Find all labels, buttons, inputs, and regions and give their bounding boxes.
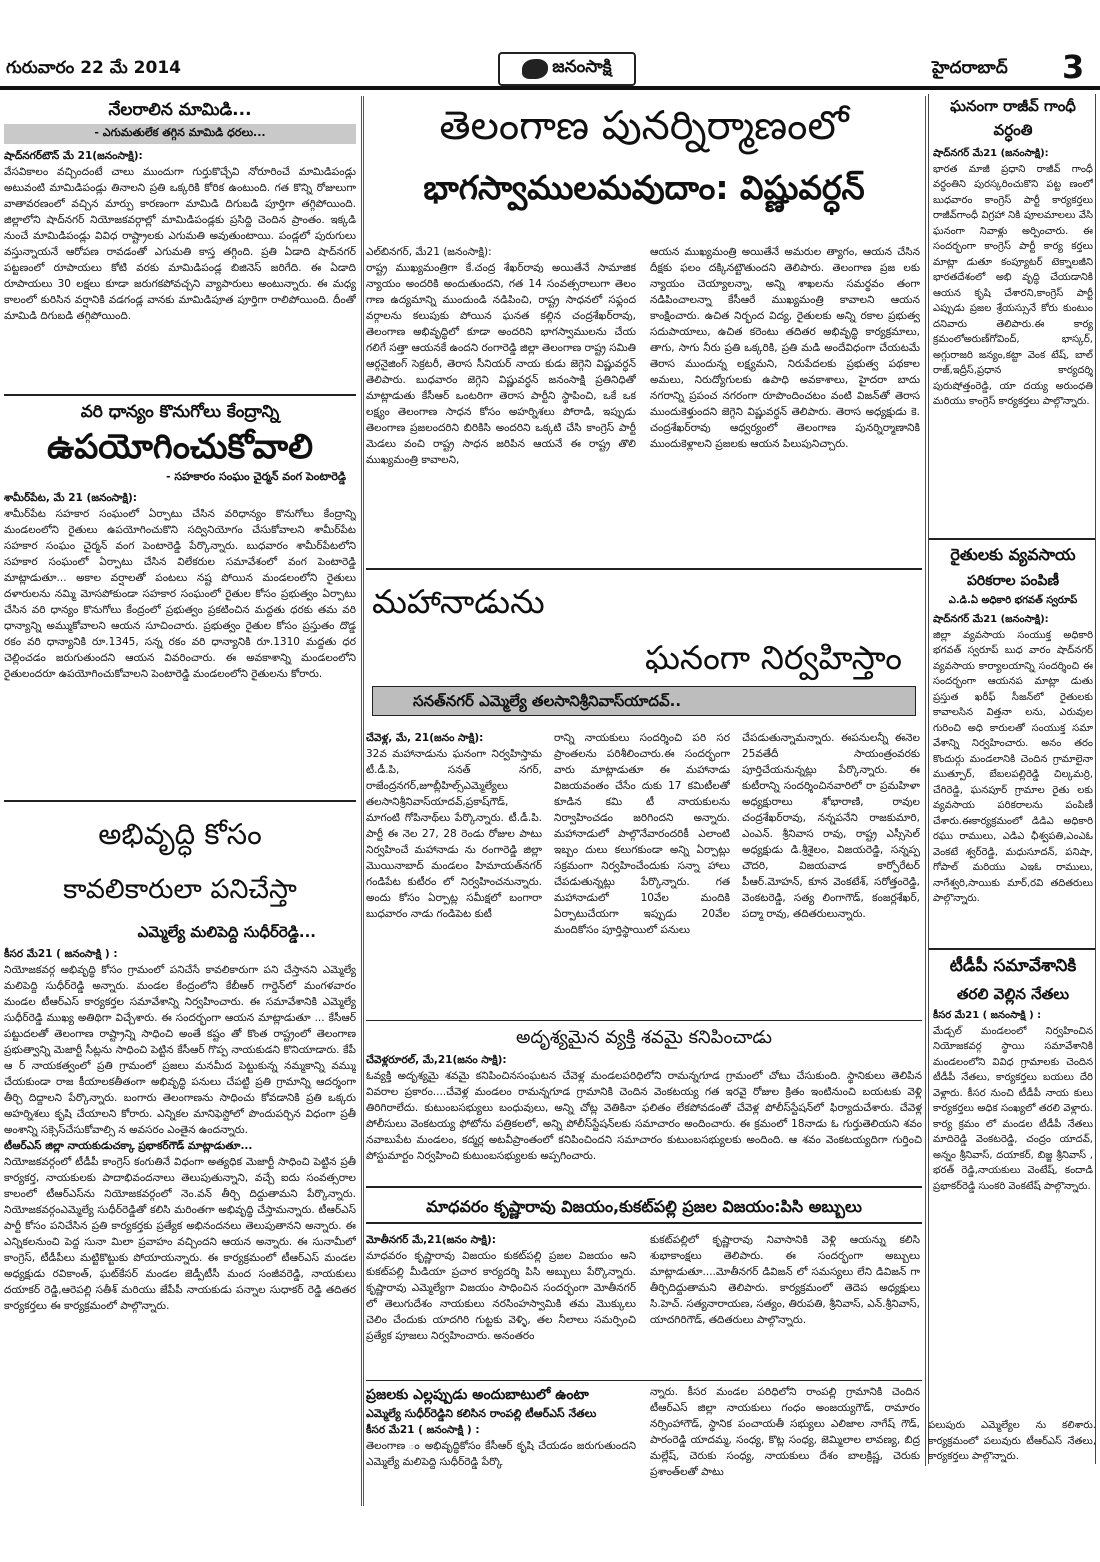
story-headline-line1: టీడీపీ సమావేశానికి xyxy=(949,956,1077,976)
story-col-2: ఆయన ముఖ్యమంత్రి అయితేనే అమరుల త్యాగం, ఆయన చేసిన దీక్షకు ఫలం దక్కినట్టౌతుందని తెలిపారు. తెలంగాణ ప్రజ లకు న్యాయం చెయ్యాలన్నా, అన్ని శాఖలను సమర్థవం తంగా నడిపించాలన్నా కేసీఆరే ముఖ్యమంత్రి కావాలని ఆయన కాంక్షించారు. ఉచిత నిర్భంద విద్య, రైతులకు అన్ని రకాల ప్రభుత్వ సదుపాయాలు, ఉచిత కరెంటు తదితర అభివృద్ధి కార్యక్రమాలు, తాగు, సాగు నీరు ప్రతి ఒక్కరికి, ప్రతి మడి అందేవిధంగా చేయటమే తెరాస ముందున్న లక్ష్యమని, నిరుపేదలకు ప్రభుత్వ పథకాల అమలు, నిరుద్యోగులకు ఉపాధి అవకాశాలు, హైదరా బాదు నగరాన్ని ప్రపంచ నగరంగా రూపొందించటం వంటి విజన్‌తో తెరాస ముందుకెళ్తుందని జెగ్గెని విష్ణువర్ధన్ తెలిపారు. తెరాస అధ్యక్షుడు కె. చంద్రశేఖర్‌రావు ఆధ్వర్యంలో తెలంగాణ పునర్నిర్మాణానికి ముందుకెళ్లాలని ప్రజలకు ఆయన పిలుపునిచ్చారు. xyxy=(650,246,920,450)
story-body xyxy=(4,946,356,1314)
story-headline-line1: రైతులకు వ్యవసాయ xyxy=(950,545,1076,564)
story-missing-person xyxy=(366,1024,922,1182)
story-tdp-meeting xyxy=(933,952,1093,1464)
story-col-2: న్నారు. కీసర మండల పరిధిలోని రాంపల్లి గ్రామానికి చెందిన టీఆర్ఎస్ జిల్లా నాయకులు గంధం అంజయ్యగౌడ్, రామారం నర్సింహాగౌడ్, స్థానిక పంచాయతీ సభ్యులు ఎలిజాల నాగేష్ గౌడ్, పారంరెడ్డి యాదమ్మ, సంధ్య, కొట్ల సంధ్య, జెమ్మిలాల లావణ్య, బిద్ర మల్లేష్, చెరుకు సంధ్య, నాయకులు దేశం బాలక్రిష్ణ, చెరుకు ప్రశాంత్‌లతో పాటు xyxy=(650,1386,920,1478)
story-divider xyxy=(929,948,1095,950)
story-text: నియోజకవర్గ అభివృద్ధి కోసం గ్రామంలో పనిచేసే కావలికారుగా పని చేస్తానని ఎమ్మెల్యే మలిపెద్ది సుధీర్‌రెడ్డి అన్నారు. మండల కేంద్రంలోని కేబీఆర్ గార్డెన్‌లో మంగళవారం మండల టీఆర్ఎస్ కార్యకర్తల సమావేశాన్ని నిర్వహించారు. ఈ సమావేశానికి ఎమ్మెల్యే సుధీర్‌రెడ్డి ముఖ్య అతిథిగా విచ్చేశారు. ఈ సందర్భంగా ఆయన మాట్లాడుతూ ... కేసీఆర్ పట్టుదలతో తెలంగాణ రాష్ట్రాన్ని సాధించి అంతే కష్టం తో కొంత రాష్ట్రంలో తెలంగాణ ప్రభుత్వాన్ని మెజార్టీ సీట్లను సాధించి పెట్టిన కేసీఆర్ గొప్ప నాయకుడని కొనియాడారు. కేపీ ఆ ర్ నాయకత్వంలో ప్రతి గ్రామంలో ప్రజలు మనమీద పెట్టుకున్న నమ్మకాన్ని వమ్ము చేయకుండా రాజ కీయాలకతీతంగా అభివృద్ధి పనులు చేపట్టి ప్రతి గ్రామాన్ని ఆదర్శంగా తీర్చి దిద్దాలని పేర్కొన్నారు. బంగారు తెలంగాణను సాధించు కోవడానికి ప్రతి ఒక్కరు అహర్నిశలు కృషి చేయాలని కోరారు. ఎన్నికల మానిఫెస్టోలో పొందుపర్చిన విధంగా ప్రతీ అంశాన్ని సక్సెస్‌చేసుకోవాల్సి న అవసరం ఎంతైన ఉందన్నారు. xyxy=(4,964,356,1136)
story-text: మేడ్చల్ మండలంలో నిర్వహించిన నియోజకవర్గ స్థాయి సమావేశానికి మండలంలోని వివిధ గ్రామాలకు చెందిన టీడీపీ నేతలు, కార్యకర్తలు బయలు దేరి వెళ్లారు. కీసర నుంచి టీడీపీ నాయ కులు కార్యకర్తలు అధిక సంఖ్యలో తరలి వెళ్లారు. కార్య క్రమం లో మండల టీడీపీ నేతలు మాదిరెడ్డి వెంకటరెడ్డి, చంద్రం యాదవ్, అన్నం శ్రీనివాస్, దయాకర్, బిజ్జ శ్రీనివాస్ , భరత్ రెడ్డి,నాయకులు వెంటేష్, కందాడి ప్రభాకర్‌రెడ్డి సుంకరి వెంకటేష్ పాల్గొన్నారు. xyxy=(933,1025,1093,1192)
story-rampalli-continuation: పలుపురు ఎమ్మెల్యేల ను కలిశారు. కార్యక్రమంలో పలువురు టీఆర్ఎస్ నేతలు, కార్యకర్తలు పాల్గొన్నారు. xyxy=(928,1420,1096,1462)
story-text: జిల్లా వ్యవసాయ సంయుక్త అధికారి భగవత్ స్వరూప్ బుధ వారం షాద్‌నగర్ వ్యవసాయ కార్యాలయాన్ని సందర్శించి ఈ సందర్భంగా ఆయనప మాట్లా డుతు ప్రస్తుత ఖరీఫ్ సీజన్‌లో రైతులకు కావాలసిన విత్తనా లను, ఎరువుల గురించి అధి కారులతో సంయుక్త సమా వేశాన్ని నిర్వహించారు. అనం తరం కొందుర్గు మండలానికి చెందిన గ్రామాలైనా ముత్పూర్, బేబలపల్లిరెడ్డి చిల్కమర్రి, చేగిరెడ్డి, ఘనపూర్ గ్రామాల రైతు లకు వ్యవసాయ పరికరాలను పంపిణీ చేశారు.ఈకార్యక్రమంలో డిడిఎ అధికారి రఘు రాములు, ఎడిఎ ఛీశ్వపతి,ఎంఎఓ వెంకటే శ్వర్‌రెడ్డి, మధుసూదన్, పనిషా, గోపాల్ మరియు ఎఇఓ రాములు, నాగేశ్వరి,సాయికు మార్,రవి తదితరులు పాల్గొన్నారు. xyxy=(933,629,1093,904)
story-headline-line2: భాగస్వాములమవుదాం: విష్ణువర్ధన్ xyxy=(423,168,865,207)
story-dateline: కీసర మే21 ( జనంసాక్షి ) : xyxy=(4,948,118,960)
story-text-2: నియోజకవర్గంలో టీడీపీ కాంగ్రెస్ కంగుతినే విధంగా అత్యధిక మెజార్టీ సాధించి పెట్టిన ప్రతీ కార్యకర్త, నాయకులకు పాదాభివందనాలు తెలుపుతున్నాని, వచ్చే ఐదు సంవత్సరాల కాలంలో టీఆర్ఎస్‌ను నియోజకవర్గంలో నెం.వన్ తీర్చి దిద్దుతామని పేర్కొన్నారు. నియోజకవర్గంఎమ్మెల్యే సుధీర్‌రెడ్డితో కలిసి మరింతగా అభివృద్ధి చేస్తామన్నారు. టీఆర్ఎస్ పార్టీ కోసం పనిచేసిన ప్రతి కార్యకర్తకు ప్రత్యేక అభినందనలు తెలుపుతానని అన్నారు. ఈ ఎన్నికలనుంచి పెద్ద సునా మిలా ప్రవాహం వచ్చిందని ఆయన అన్నారు. ఈ సునామీలో కాంగ్రెస్, టీడీపీలు మట్టికొట్టుకు పోయాయన్నారు. ఈ కార్యక్రమంలో టీఆర్ఎస్ మండల అధ్యక్షుడు రవికాంత్, ఘట్‌కేసర్ మండల జెడ్పీటీసీ మంద సంజీవరెడ్డి, నాయకులు దయాకర్ రెడ్డి,ఆరెపల్లి సతీశ్ మరియు జేపీపీ నాయకుడు పన్నాల సుధాకర్ రెడ్డి తదితర కార్యకర్తలు ఈ కార్యక్రమంలో పాల్గొన్నారు. xyxy=(4,1156,356,1312)
story-text: మాధవరం కృష్ణారావు విజయం కుకట్‌పల్లి ప్రజల విజయం అని కుకట్‌పల్లి మీడియా ప్రచార కార్యదర్శి పిసి అబ్బులు పేర్కొన్నారు. కృష్ణారావు ఎమ్మెల్యేగా విజయం సాధించిన సందర్భంగా మోతీనగర్ లో తెలుగుదేశం నాయకులు నరసింహస్వామికి తమ మొక్కులు చెలిం చేందుకు యాదగిరి గుట్టకు వెళ్ళి, తల నీలాలు సమర్పించి ప్రత్యేక పూజలు నిర్వహించారు. అనంతరం xyxy=(366,1250,636,1342)
story-headline-line1: మహానాడును xyxy=(372,582,545,621)
story-dateline: మోతీనగర్ మే,21(జనం సాక్షి): xyxy=(366,1234,496,1246)
story-byline: ఎ.డి.ఏ అధికారి భగవత్ స్వరూప్ xyxy=(948,595,1078,606)
story-headline-line2: తరలి వెల్లిన నేతలు xyxy=(956,985,1070,1003)
story-body xyxy=(4,148,356,324)
story-text: 32వ మహానాడును ఘనంగా నిర్వహిస్తామ టీ.డీ.పి, సనత్ నగర్, రాజేంద్రనగర్,జూబ్లీహిల్స్ఎమ్మెల్యేలు తలసానిశ్రీనివాస్‌యాదవ్,ప్రకాష్‌గౌడ్, మాగంటి గోపినాథ్‌లు పేర్కొన్నారు. టీ.డీ.పి. పార్టీ ఈ నెల 27, 28 రెండు రోజుల పాటు నిర్వహించే మహానాడు ను రంగారెడ్డి జిల్లా మొయినాబాద్ మండలం హిమాయత్‌నగర్ గండిపేట కుటీరం లో నిర్వహించనున్నారు. అందు కోసం ఏర్పాట్ల సమీక్షలో బంగారా బుధవారం నాడు గండిపెట కుటీ xyxy=(366,748,542,920)
masthead xyxy=(0,0,1100,92)
page-number: 3 xyxy=(1062,48,1085,86)
column-divider xyxy=(361,96,362,1506)
masthead-rule xyxy=(0,86,1100,90)
story-subheadline: సనత్‌నగర్ ఎమ్మెల్యే తలసానిశ్రీనివాస్‌యాదవ్.. xyxy=(372,686,916,716)
story-body xyxy=(933,1008,1093,1194)
story-divider xyxy=(4,800,356,802)
logo-text: జనంసాక్షి xyxy=(552,57,612,77)
story-rajiv-gandhi xyxy=(933,94,1093,536)
newspaper-logo xyxy=(498,52,636,86)
story-byline: - సహకారం సంఘం చైర్మన్ వంగ పెంటారెడ్డి xyxy=(166,470,346,483)
story-col-2: కుకట్‌పల్లిలో కృష్ణారావు నివాసానికి వెళ్లి ఆయన్ను కలిసి శుభాకాంక్షలు తెలిపారు. ఈ సందర్భంగా అబ్బులు మాట్లాడుతూ....మోతీనగర్ డివిజన్ లో సమస్యలు లేని డివిజన్ గా తీర్చిదిద్దుతామని తెలిపారు. కార్యక్రమంలో తెదెప అధ్యక్షులు సి.హెచ్. సత్యనారాయణ, సత్యం, తిరుపతి, శ్రీనివాస్, ఎన్.శ్రీనివాస్, యాదగిరిగౌడ్, తదితరులు పాల్గొన్నారు. xyxy=(650,1234,920,1326)
left-column xyxy=(4,94,356,1508)
story-mango xyxy=(4,96,356,392)
story-divider xyxy=(4,394,356,396)
story-subsection-lead: టీఆర్ఎస్ జిల్లా నాయకుడుచక్కా ప్రభాకర్‌గౌడ్ మాట్లాడుతూ... xyxy=(4,1140,253,1152)
story-headline: నేలరాలిన మామిడి... xyxy=(108,100,252,120)
story-text: రాష్ట్ర ముఖ్యమంత్రిగా కే.చంద్ర శేఖర్‌రావు అయితేనే సామాజిక న్యాయం అందరికి అందుతుందని, గత 14 సంవత్సరాలుగా తెలం గాణ ఉద్యమాన్ని ముందుండి నడిపించి, రాష్ట్ర సాధనలో సఫ్లంద వర్గాలను కలుపుకు పోయిన ఘనత కల్గిన చంద్రశేఖర్‌రావు, తెలంగాణ అభివృద్ధిలో కూడా అందరిని భాగస్వాములను చేయ గలిగే సత్తా ఆయనకే ఉందని రంగారెడ్డి జిల్లా తెలంగాణ రాష్ట్ర సమితి ఆర్గనైజింగ్ సెక్రటరీ, తెరాస సీనియర్ నాయ కుడు జెగ్గెని విష్ణువర్ధన్ తెలిపారు. బుధవారం జెగ్గెని విష్ణువర్ధన్ జనంసాక్షి ప్రతినిధితో మాట్లాడుతు కేసీఆర్ ఒంటరిగా తెరాస పార్టీని స్థాపించి, ఒకే ఒక లక్ష్యం తెలంగాణ సాధన కోసం అహర్నిశలు పోరాడి, ఇప్పుడు తెలంగాణ ప్రజలందరిని బిరికిసి అందరిని ఒక్కటి చేసి కాంగ్రెస్ పార్టీ మెడలు వంచి రాష్ట్ర సాధన జరిపిన ఆయనే ఈ రాష్ట్ర తొలి ముఖ్యమంత్రి కావాలని, xyxy=(366,262,636,466)
story-mahanadu xyxy=(366,574,922,1014)
story-dateline: శామీర్‌పేట, మే 21 (జనంసాక్షి): xyxy=(4,492,137,504)
story-body xyxy=(366,1052,922,1164)
story-dateline: చేవెళ్ల, మే, 21(జనం సాక్షి): xyxy=(366,732,484,744)
story-headline: ఉపయోగించుకోవాలి xyxy=(46,427,314,467)
middle-column xyxy=(366,94,922,1508)
story-divider xyxy=(366,1186,922,1188)
story-body xyxy=(933,612,1093,907)
story-paddy xyxy=(4,400,356,800)
story-farm-equipment xyxy=(933,542,1093,946)
story-headline-line2: కావలికారులా పనిచేస్తా xyxy=(63,874,297,905)
story-headline-line1: తెలంగాణ పునర్నిర్మాణంలో xyxy=(439,103,849,149)
column-divider xyxy=(363,96,364,1506)
story-madhavaram xyxy=(366,1190,922,1376)
story-col-1 xyxy=(366,244,636,564)
story-body xyxy=(366,1422,636,1470)
story-headline: ఘనంగా రాజీవ్ గాంధీ వర్ధంతి xyxy=(950,97,1076,139)
story-dateline: చేవెళ్లరూరల్, మే,21(జనం సాక్షి): xyxy=(366,1054,507,1066)
story-dateline: షాద్‌నగర్‌టౌన్ మే 21(జనంసాక్షి): xyxy=(4,150,143,162)
story-dateline: షాద్‌నగర్ మే21 (జనంసాక్షి): xyxy=(933,148,1049,159)
story-divider xyxy=(366,1020,922,1021)
story-kicker: వరి ధాన్యం కొనుగోలు కేంద్రాన్ని xyxy=(80,402,280,422)
story-dateline: కీసర మే21 ( జనంసాక్షి ) : xyxy=(366,1424,480,1436)
story-rampalli xyxy=(366,1384,922,1504)
story-subheadline: - ఎగుమతులేక తగ్గిన మామిడి ధరలు... xyxy=(4,124,356,144)
story-headline-line1: అభివృద్ధి కోసం xyxy=(98,817,262,851)
issue-date: గురువారం 22 మే 2014 xyxy=(6,58,181,78)
story-dateline: ఎల్‌బినగర్, మే21 (జనంసాక్షి): xyxy=(366,246,492,258)
story-col-1 xyxy=(366,1384,636,1504)
story-divider xyxy=(366,568,922,570)
story-headline-line2: పరికరాల పంపిణీ xyxy=(966,573,1060,589)
story-divider xyxy=(929,538,1095,540)
logo-mark-icon xyxy=(522,59,548,79)
story-headline: అదృశ్యమైన వ్యక్తి శవమై కనిపించాడు xyxy=(516,1027,772,1048)
story-headline-line2: ఘనంగా నిర్వహిస్తాం xyxy=(645,638,902,677)
story-lead-vishnuvardhan xyxy=(366,94,922,564)
story-col-1 xyxy=(366,1232,636,1376)
story-dateline: కీసర మే21 ( జనంసాక్షి ) : xyxy=(933,1010,1042,1021)
story-divider xyxy=(366,1380,922,1381)
story-body xyxy=(933,146,1093,410)
story-subheadline: ఎమ్మెల్యే సుధీర్‌రెడ్డిని కలిసిన రాంపల్లి టీఆర్ఎస్ నేతలు xyxy=(366,1407,597,1420)
story-headline: మాధవరం కృష్ణారావు విజయం,కుకట్‌పల్లి ప్రజల విజయం:పిసి అబ్బులు xyxy=(366,1190,922,1224)
story-text: తెలంగాణ ం అభివృద్ధికోసం కేసీఆర్ కృషి చేయడం జరుగుతుందని ఎమ్మెల్యే మలిపెద్ది సుధీర్‌రెడ్డి పేర్కొ xyxy=(366,1440,636,1468)
story-dateline: షాద్‌నగర్ మే21 (జనంసాక్షి): xyxy=(933,614,1049,625)
story-headline: ప్రజలకు ఎల్లప్పుడు అందుబాటులో ఉంటా xyxy=(366,1387,589,1403)
story-guardian xyxy=(4,806,356,1508)
story-text: ఓవ్యక్తి అదృశ్యమై శవమై కనిపించినసంఘటన చేవెళ్ల మండలపరిధిలోని రామన్నగూడ గ్రామంలో చోటు చేసుకుంది. స్థానికులు తెలిపిన వివరాల ప్రకారం....చేవెళ్ల మండలం రామన్నగూడ గ్రామానికి చెందిన వెంకటయ్య గత ఇరవై రోజుల క్రితం ఇంటినుంచి బయటకు వెళ్లి తిరిగిరాలేదు. కుటుంబసభ్యులు బంధువులు, అన్ని చోట్ల వెతికినా ఫలితం లేకపోవడంతో చేవెళ్ల పోలీస్‌స్టేషన్‌లో ఫిర్యాదుచేశారు. చేవెళ్ల పోలీసులు వెంకటయ్య ఫోటోను పత్రికలలో, అన్ని పోలీస్‌స్టేషన్‌లకు సమాచారం అందించారు. ఈ క్రమంలో 18నాడు ఓ గుర్తుతెలియని శవం నవాబుపేట మండలం, కద్మర్ల అటవీప్రాంతంలో కనిపించిందని సమాచారం కుటుంబసభ్యులకు అందింది. ఆ శవం వెంకటయ్యదిగా గుర్తించి పోస్టుమార్టం నిర్వహించి కుటుంబసభ్యులకు అప్పగించారు. xyxy=(366,1070,922,1162)
edition-city: హైదరాబాద్ xyxy=(932,58,1008,78)
story-text: శామీర్‌పేట సహకార సంఘంలో ఏర్పాటు చేసిన వరిధాన్యం కొనుగోలు కేంద్రాన్ని మండలంలోని రైతులు ఉపయోగించుకొని సద్వినియోగం చేసుకోవాలని శామీర్‌పేట సహకార సంఘం చైర్మన్ వంగ పెంటారెడ్డి పేర్కొన్నారు. బుధవారం శామీర్‌పేటలోని సహకార సంఘంలో ఏర్పాటు చేసిన విలేకరుల సమావేశంలో వంగ పెంటారెడ్డి మాట్లాడుతూ... అకాల వర్షాలతో పంటలు నష్ట పోయిన మండలంలోని రైతులు దళారులను నమ్మి మోసపోకుండా సహకార సంఘంలో రైతుల కోసం ప్రభుత్వం ఏర్పాటు చేసిన వరి ధాన్యం కొనుగోలు కేంద్రంలో ప్రభుత్వం ప్రకటించిన మద్దతు ధరకు తమ వరి ధాన్యాన్ని అమ్ముకోవాలని ఆయన సూచించారు. ప్రభుత్వం రైతుల కోసం ప్రస్తుతం దొడ్డ రకం వరి ధాన్యానికి రూ.1345, సన్న రకం వరి ధాన్యానికి రూ.1310 మద్దతు ధర చెల్లించడం జరుగుతుందని ఆయన వివరించారు. ఈ అవకాశాన్ని మండలంలోని రైతులందరూ ఉపయోగించుకోవాలని పెంటారెడ్డి మండలంలోని రైతులను కోరారు. xyxy=(4,508,356,680)
story-text: వేసవికాలం వచ్చిందంటే చాలు ముందుగా గుర్తుకొచ్చేవి నోరూరించే మామిడిపండ్లు అటువంటి మామిడిపండ్లు తినాలని ప్రతి ఒక్కరికి కోరిక ఉంటుంది. గత కొన్ని రోజులుగా వాతావరణంలో వచ్చిన మార్పు కారణంగా మామిడి దిగుబడి పూర్తిగా తగ్గిపోయింది. జిల్లాలోని షాద్‌నగర్ నియోజకవర్గాల్లో మామిడిపండ్లకు ప్రసిద్ది చెందిన ప్రాంతం. ఇక్కడి నుంచే మామిడిపండ్లు వివిధ రాష్ట్రాలకు ఎగుమతి అవుతుంటాయి. పండ్లలో పురుగులు వస్తున్నాయనే ఆరోపణ రావడంతో ఎగుమతి కాస్త తగ్గింది. ప్రతి ఏడాది షాద్‌నగర్ పట్టణంలో రూపాయలు కోటి వరకు మామిడిపండ్ల బిజినెస్ జరిగేది. ఈ ఏడాది రూపాయలు 30 లక్షలు కూడా జరుగకపోవచ్చని వ్యాపారులు అంటున్నారు. ఈ మధ్య కాలంలో కురిసిన వర్షానికి వడగండ్ల వానకు మామిడిపూత పూర్తిగా రాలిపోయింది. దీంతో మామిడి దిగుబడి తగ్గిపోయింది. xyxy=(4,166,356,322)
story-byline: ఎమ్మెల్యే మలిపెద్ది సుధీర్‌రెడ్డి... xyxy=(137,923,316,941)
story-col-1 xyxy=(366,730,542,1014)
story-col-2: రాన్ని నాయకులు సందర్శించి పరి సర ప్రాంతలను పరిశీలించారు.ఈ సందర్భంగా వారు మాట్లాడుతూ ఈ మహానాడు విజయవంతం చేసేం దుకు 17 కమిటీలతో కూడిన కమి టీ నాయకులను నిర్వాహించడం జరిగిందని అన్నారు. మహానాడులో పాల్గొనేవారందరికీ ఎలాంటి ఇబ్బం దులు కలుగకుండా అన్ని ఏర్పాట్లు సక్రమంగా నిర్వహించేందుకు సన్నా హాలు చేపడుతున్నట్లు పేర్కొన్నారు. గత మహానాడులో 10వేల మందికి ఏర్పాటుచేయగా ఇప్పుడు 20వేల మందికోసం పూర్తిస్థాయిలో పనులు xyxy=(554,732,730,936)
story-body xyxy=(4,490,356,682)
story-text: భారత మాజీ ప్రధాని రాజీవ్ గాంధీ వర్ధంతిని పురస్కరించుకొని పట్ట ణంలో బుధవారం కాంగ్రెస్ పార్టీ కార్యకర్తలు రాజీవ్‌గాంధీ విగ్రహా నికి పూలమాలలు వేసి ఘనంగా నివాళ్లు అర్పించారు. ఈ సందర్భంగా కాంగ్రెస్ పార్టీ కార్య కర్తలు మాట్లా డుతూ కంప్యూటర్ టెక్నాలజీని భారతదేశంలో అభి వృద్ధి చేయడానికి ఆయన కృషి చేశారని,కాంగ్రెస్ పార్టీ ఎప్పుడు ప్రజల శ్రేయస్సునే కోరు కుంటుం దనివారు తెలిపారు.ఈ కార్య క్రమంలోఅరుణ్‌గోవింద్, భాస్కర్, అగ్గురాజరి జన్యం,కట్టా వెంక టేష్, బాల్ రాజ్,ఇద్రీస్,ప్రధాన కార్యదర్శి పురుషోత్తంరెడ్డి, యా దయ్య అరుంధతి మరియు కాంగ్రెస్ కార్యకర్తలు పాల్గొన్నారు. xyxy=(933,163,1093,407)
column-divider xyxy=(925,96,926,1466)
right-column xyxy=(928,94,1096,1464)
story-col-3: చేపడుతున్నామన్నారు. ఈపనులన్నీ ఈనెల 25వతేదీ సాయంత్రంవరకు పూర్తిచేయనున్నట్లు పేర్కొన్నారు. ఈ కుటీరాన్ని సందర్శించినవారిలో రా ప్రమహిళా అధ్యక్షురాలు శోభారాణి, రావుల చంద్రశేఖర్‌రావు, నన్నపనేని రాజకుమారి, ఎంఎన్. శ్రీనివాస రావు, రాష్ట్ర ఎస్సీసెల్ అధ్యక్షుడు డి.శ్రీశైలం, విజయరెడ్డి, సన్నప్ప చౌదరి, విజయవాడ కార్పోరేటర్ పీఆర్.మోహన్, కూన వెంకటేశ్, సరోత్తంరెడ్డి, వెంకటరెడ్డి, సత్య లింగాగౌడ్, కంజర్లశేఖర్, పద్మా రావు, తదితరులున్నారు. xyxy=(742,732,920,920)
